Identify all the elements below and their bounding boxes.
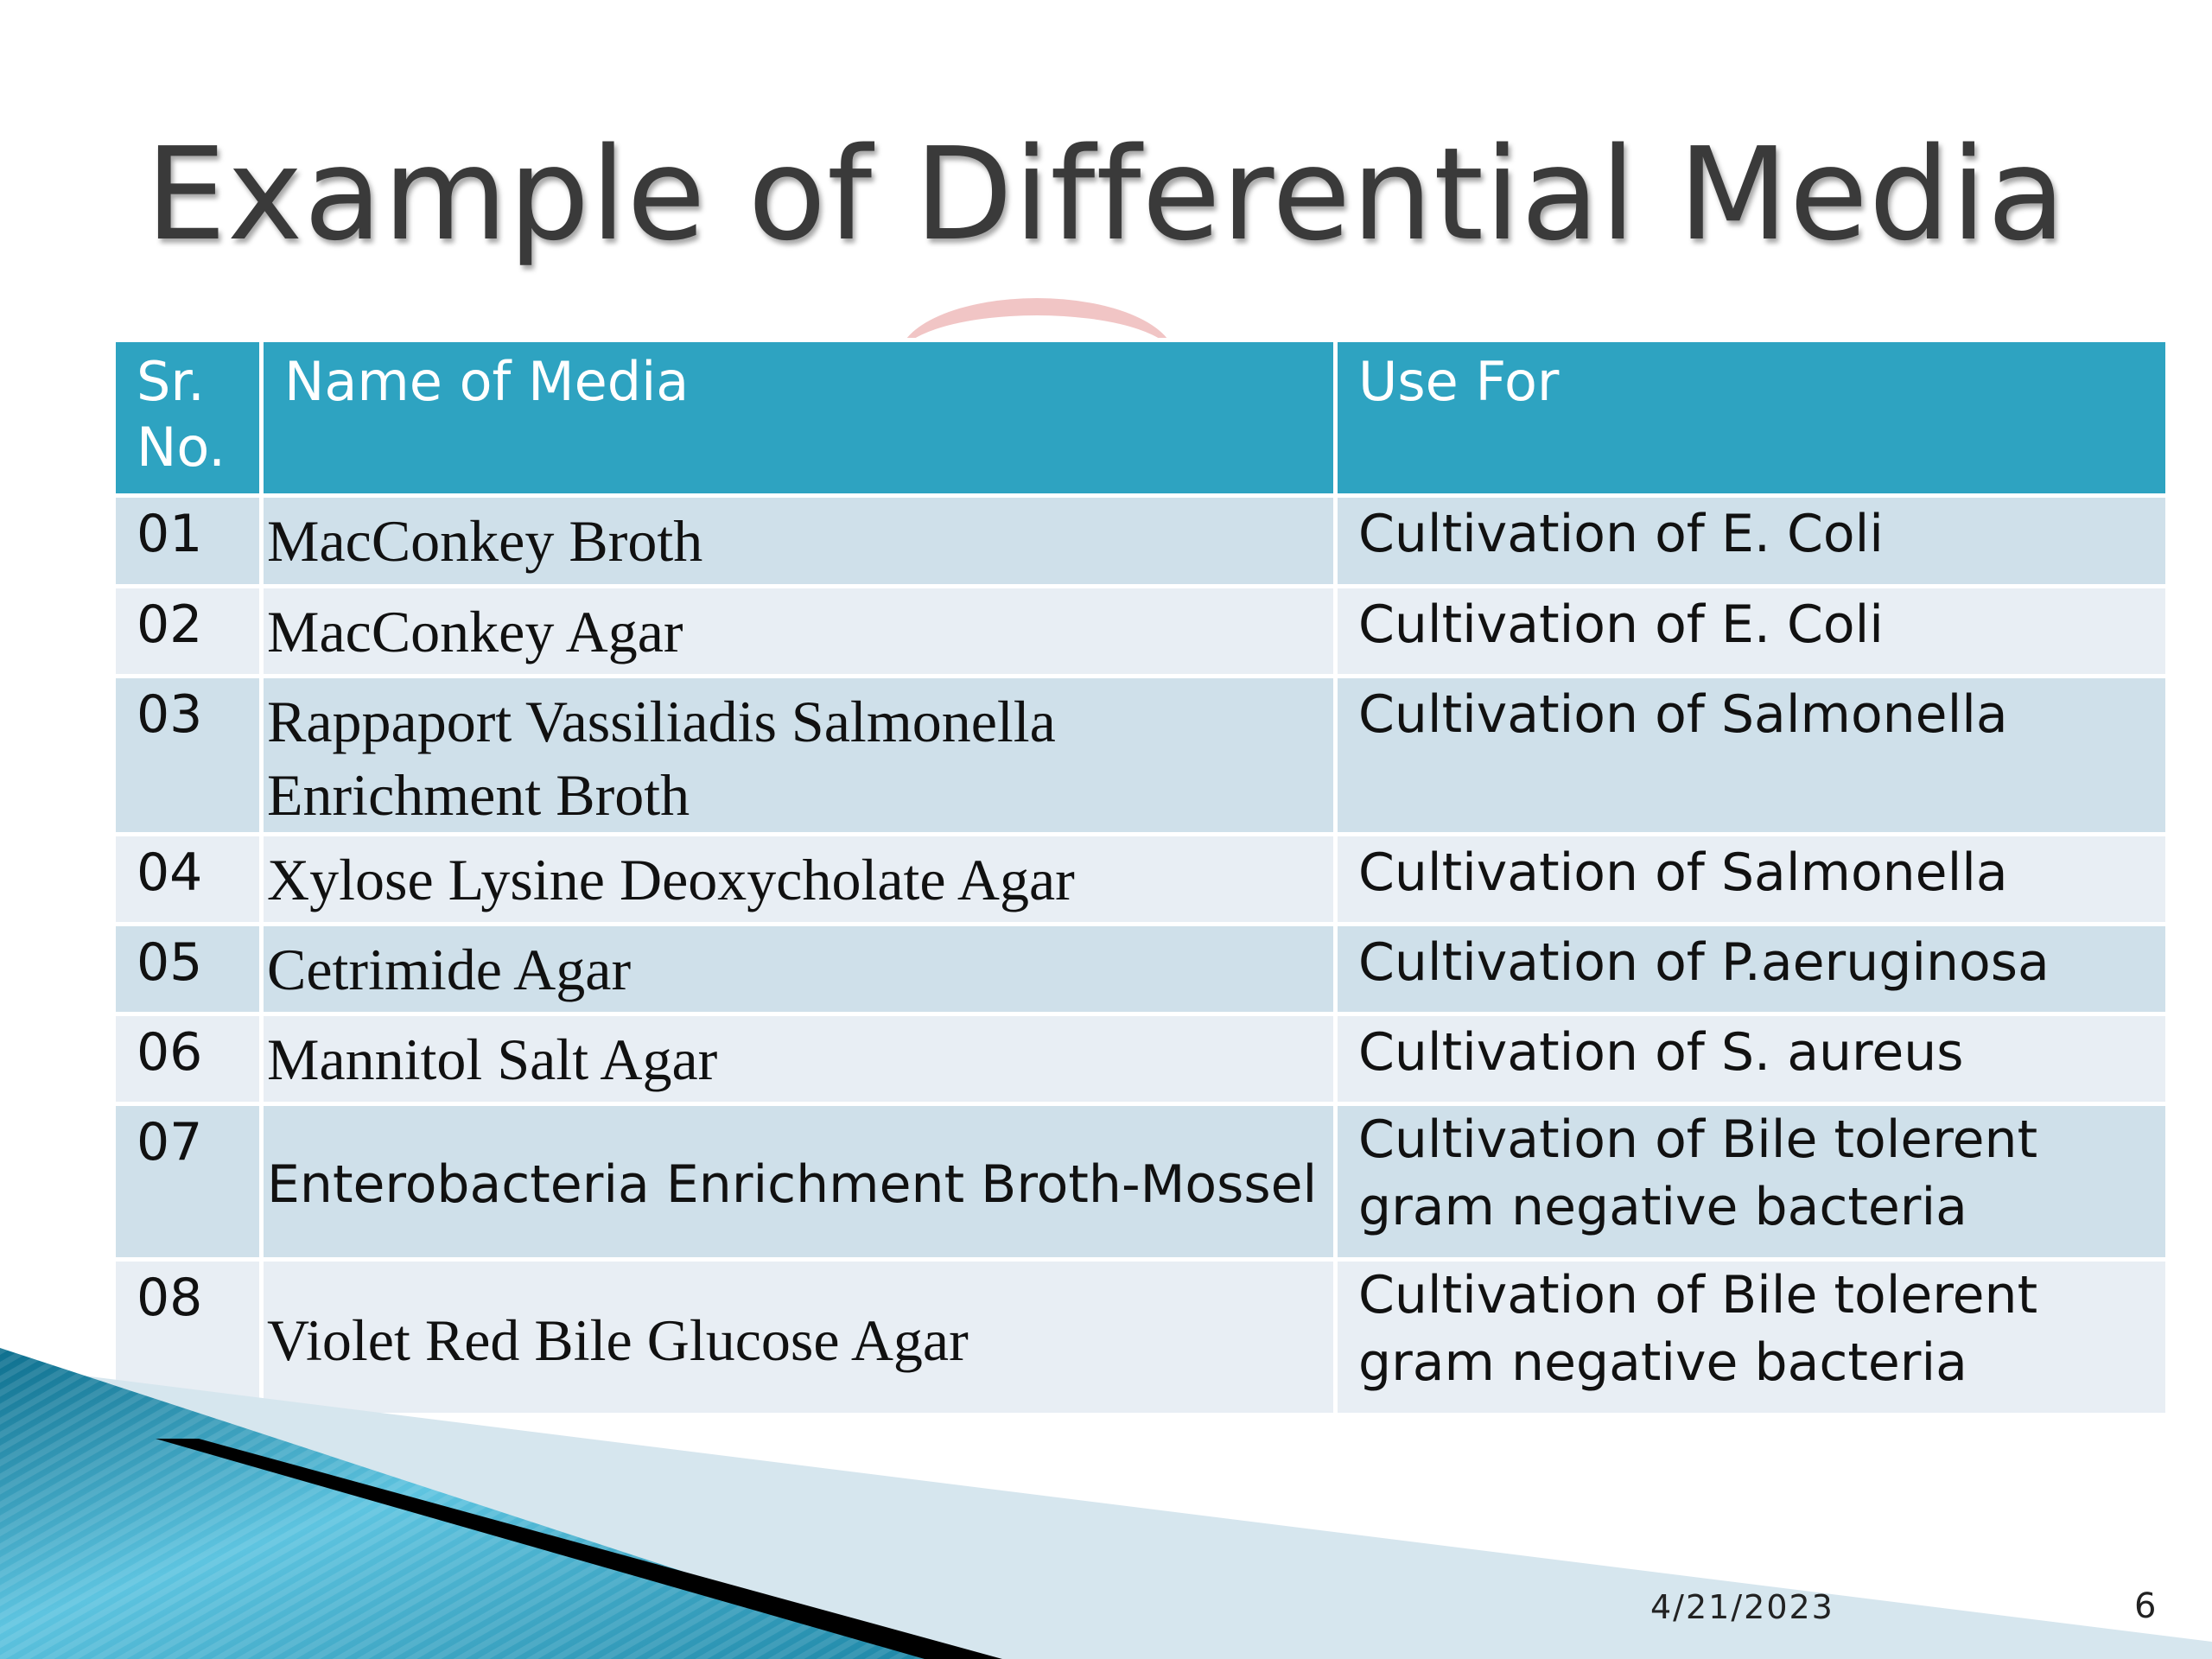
- cell-use-for: Cultivation of E. Coli: [1336, 587, 2168, 677]
- table-row: [114, 925, 2168, 1014]
- header-name-of-media: Name of Media: [262, 340, 1336, 496]
- cell-media-name: Cetrimide Agar: [262, 925, 1336, 1014]
- table-row: [114, 587, 2168, 677]
- slide-title: Example of Differential Media: [145, 120, 2067, 269]
- cell-use-for: Cultivation of E. Coli: [1336, 496, 2168, 587]
- cell-use-for: Cultivation of S. aureus: [1336, 1014, 2168, 1104]
- cell-sr-no: 02: [114, 587, 262, 677]
- cell-media-name: Enterobacteria Enrichment Broth-Mossel: [262, 1104, 1336, 1260]
- cell-sr-no: 07: [114, 1104, 262, 1260]
- cell-media-name: Mannitol Salt Agar: [262, 1014, 1336, 1104]
- header-use-for: Use For: [1336, 340, 2168, 496]
- cell-media-name: Rappaport Vassiliadis Salmonella Enrichment Broth: [262, 677, 1336, 835]
- cell-sr-no: 08: [114, 1260, 262, 1415]
- cell-media-name: MacConkey Agar: [262, 587, 1336, 677]
- table-row: [114, 496, 2168, 587]
- differential-media-table: [111, 338, 2170, 1417]
- table-row: [114, 1014, 2168, 1104]
- cell-media-name: MacConkey Broth: [262, 496, 1336, 587]
- cell-use-for: Cultivation of Bile tolerent gram negative bacteria: [1336, 1260, 2168, 1415]
- corner-decoration: [0, 1348, 2212, 1659]
- cell-use-for: Cultivation of Bile tolerent gram negative bacteria: [1336, 1104, 2168, 1260]
- watermark-logo: [881, 281, 1192, 341]
- cell-sr-no: 04: [114, 835, 262, 925]
- table-row: [114, 1104, 2168, 1260]
- cell-media-name: Violet Red Bile Glucose Agar: [262, 1260, 1336, 1415]
- cell-sr-no: 05: [114, 925, 262, 1014]
- cell-use-for: Cultivation of Salmonella: [1336, 677, 2168, 835]
- cell-use-for: Cultivation of P.aeruginosa: [1336, 925, 2168, 1014]
- cell-sr-no: 03: [114, 677, 262, 835]
- footer-page-number: 6: [2134, 1586, 2157, 1626]
- cell-use-for: Cultivation of Salmonella: [1336, 835, 2168, 925]
- cell-media-name: Xylose Lysine Deoxycholate Agar: [262, 835, 1336, 925]
- cell-sr-no: 06: [114, 1014, 262, 1104]
- header-sr-no: Sr. No.: [114, 340, 262, 496]
- table-header-row: [114, 340, 2168, 496]
- watermark-arc: [899, 298, 1175, 341]
- table-row: [114, 677, 2168, 835]
- cell-sr-no: 01: [114, 496, 262, 587]
- footer-date: 4/21/2023: [1650, 1588, 1834, 1626]
- table-row: [114, 835, 2168, 925]
